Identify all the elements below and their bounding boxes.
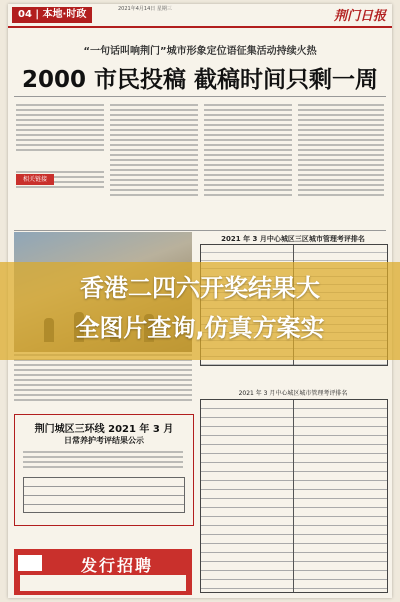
text-column-1 <box>16 104 104 228</box>
newspaper-logo: 荆门日报 <box>333 9 386 24</box>
section-tag: 04 | 本地·时政 <box>12 7 92 23</box>
text-column-4 <box>298 104 384 228</box>
text-column-2 <box>110 104 198 228</box>
recruitment-ad <box>14 549 192 595</box>
notice-box <box>14 414 194 526</box>
related-links-label: 相关链接 <box>16 174 54 185</box>
divider <box>14 230 386 231</box>
notice-subtitle: 日常养护考评结果公示 <box>64 436 144 445</box>
date-line: 2021年4月14日 星期三 <box>118 6 172 12</box>
section-number: 04 <box>18 9 32 20</box>
ranking-table-2-title: 2021 年 3 月中心城区城市管理考评排名 <box>238 390 348 397</box>
overlay-line-2: 全图片查询,仿真方案实 <box>75 314 325 342</box>
divider <box>14 96 386 97</box>
section-name: 本地·时政 <box>42 9 87 20</box>
notice-title: 荆门城区三环线 2021 年 3 月 <box>34 424 174 435</box>
notice-body <box>23 451 183 471</box>
promo-overlay-banner[interactable] <box>0 262 400 360</box>
notice-result-table <box>23 477 185 513</box>
photo-caption <box>14 354 192 404</box>
overlay-line-1: 香港二四六开奖结果大 <box>80 274 320 302</box>
ranking-table-title: 2021 年 3 月中心城区三区城市管理考评排名 <box>221 235 365 243</box>
ad-text-strip <box>20 575 186 591</box>
text-column-3 <box>204 104 292 228</box>
article-kicker: “一句话叫响荆门”城市形象定位语征集活动持续火热 <box>83 46 317 57</box>
overlay-text <box>0 268 400 348</box>
article-headline: 2000 市民投稿 截稿时间只剩一周 <box>21 67 379 93</box>
ad-title: 发行招聘 <box>80 556 153 575</box>
ranking-table-2 <box>200 399 388 593</box>
masthead <box>8 4 392 28</box>
ad-logo-block <box>18 555 42 571</box>
